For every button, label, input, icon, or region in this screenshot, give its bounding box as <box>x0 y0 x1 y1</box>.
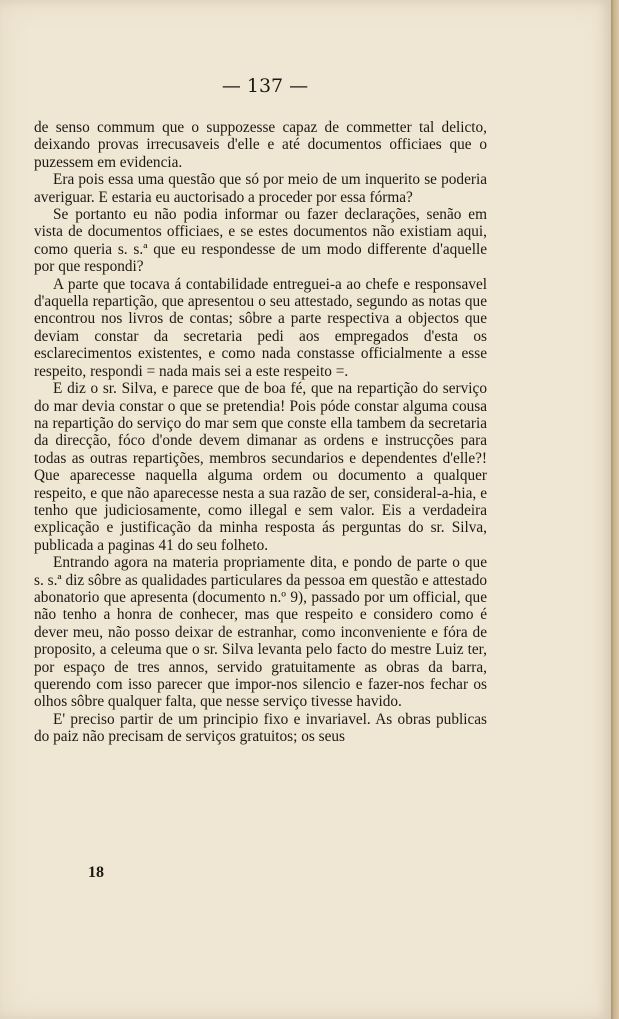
signature-mark: 18 <box>88 864 104 881</box>
paragraph: A parte que tocava á contabilidade entreguei-a ao chefe e responsavel d'aquella repartição, que apresentou o seu attestado, segundo as notas que encontrou nos livros de contas; sôbre a parte respectiva a objectos que deviam constar da secretaria pedi aos empregados d'esta os esclarecimentos existentes, e como nada constasse officialmente a esse respeito, respondi = nada mais sei a este respeito =. <box>34 275 487 380</box>
paragraph: Era pois essa uma questão que só por meio de um inquerito se poderia averiguar. E estaria eu auctorisado a proceder por essa fórma? <box>34 171 487 206</box>
paragraph: de senso commum que o suppozesse capaz de commetter tal delicto, deixando provas irrecusaveis d'elle e até documentos officiaes que o puzessem em evidencia. <box>34 119 487 171</box>
paragraph: E' preciso partir de um principio fixo e invariavel. As obras publicas do paiz não precisam de serviços gratuitos; os seus <box>34 710 487 746</box>
paragraph: Se portanto eu não podia informar ou fazer declarações, senão em vista de documentos officiaes, e se estes documentos não existiam aqui, como queria s. s.ª que eu respondesse de um modo differente d'aquelle por que respondi? <box>34 206 487 276</box>
paragraph: Entrando agora na materia propriamente dita, e pondo de parte o que s. s.ª diz sôbre as qualidades particulares da pessoa em questão e attestado abonatorio que apresenta (documento n.º 9), passado por um official, que não tenho a honra de conhecer, mas que respeito e considero como é dever meu, não posso deixar de estranhar, como inconveniente e fóra de proposito, a celeuma que o sr. Silva levanta pelo facto do mestre Luiz ter, por espaço de tres annos, servido gratuitamente as obras da barra, querendo com isso parecer que impor-nos silencio e fazer-nos fechar os olhos sôbre qualquer falta, que nesse serviço tivesse havido. <box>34 554 487 711</box>
page-number: — 137 — <box>221 75 309 97</box>
paragraph: E diz o sr. Silva, e parece que de boa fé, que na repartição do serviço do mar devia constar o que se pretendia! Pois póde constar alguma cousa na repartição do serviço do mar sem que conste ella tambem da secretaria da direcção, fóco d'onde devem dimanar as ordens e instrucções para todas as outras repartições, membros secundarios e dependentes d'elle?! Que aparecesse naquella alguma ordem ou documento a qualquer respeito, e que não aparecesse nesta a sua razão de ser, consideral-a-hia, e tenho que judiciosamente, como illegal e sem valor. Eis a verdadeira explicação e justificação da minha resposta ás perguntas do sr. Silva, publicada a paginas 41 do seu folheto. <box>34 380 487 554</box>
page-edge <box>611 0 619 1019</box>
body-text <box>34 119 487 746</box>
